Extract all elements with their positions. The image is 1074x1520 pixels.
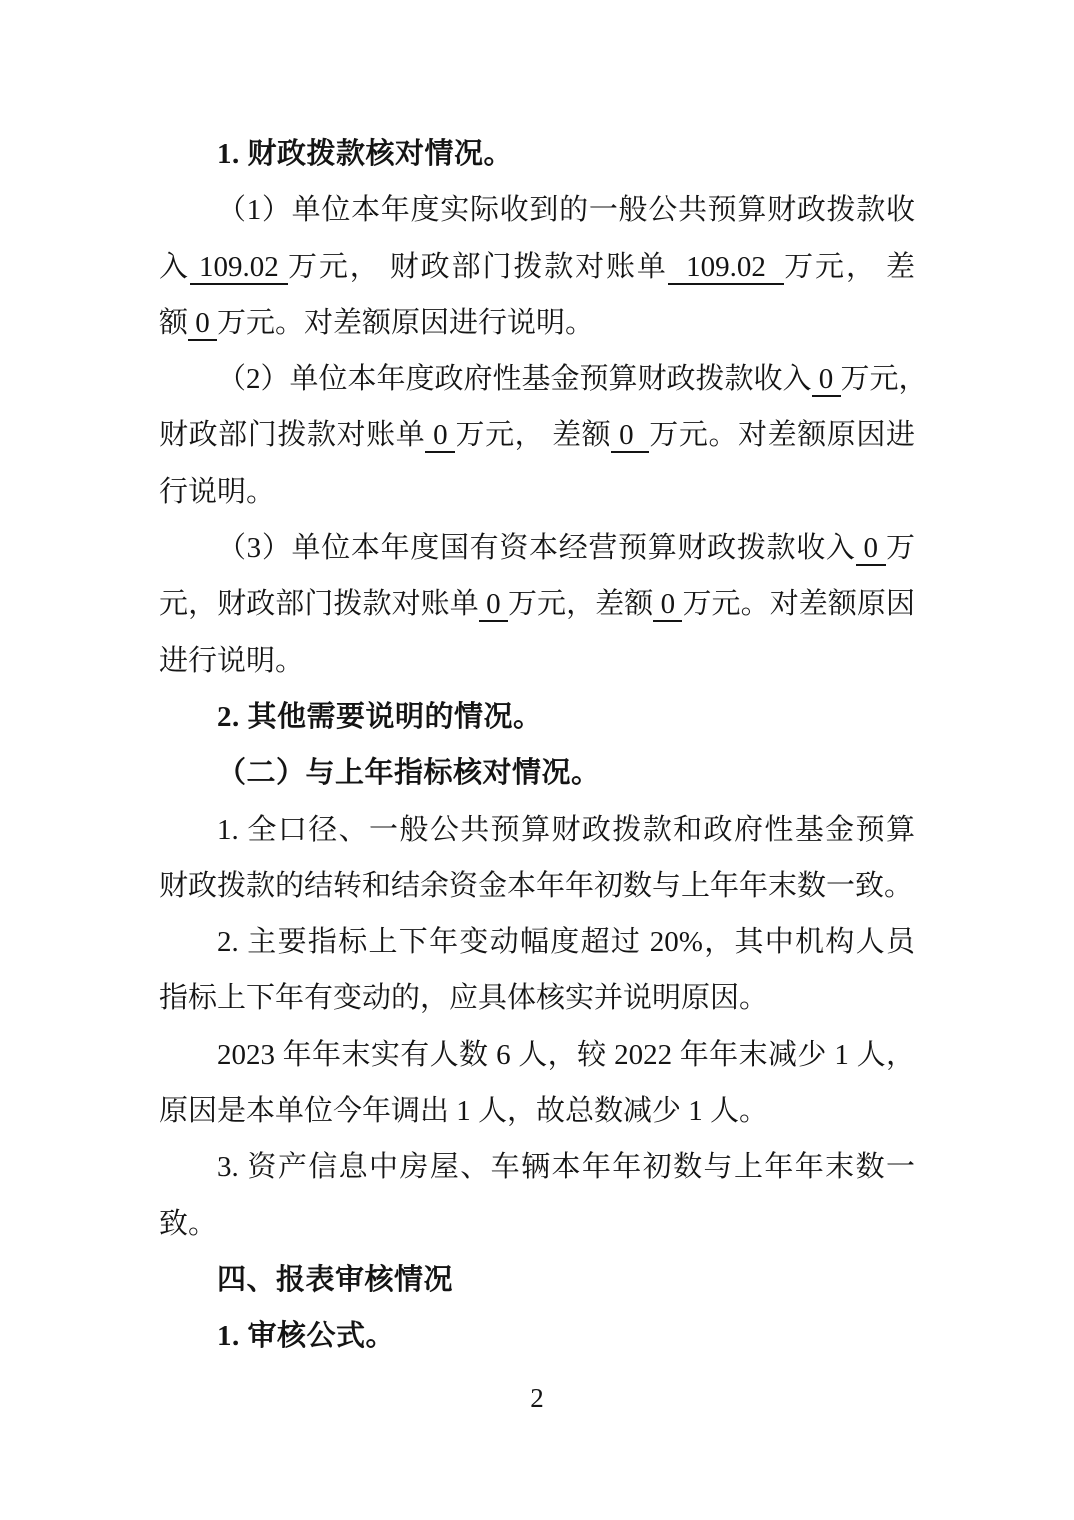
text-segment: 2. 其他需要说明的情况。 bbox=[217, 700, 543, 733]
text-segment: 1. 财政拨款核对情况。 bbox=[217, 138, 514, 170]
text-line bbox=[159, 858, 915, 914]
text-segment: 行说明。 bbox=[159, 475, 276, 508]
underlined-value: 0 bbox=[478, 588, 508, 621]
text-segment: （二）与上年指标核对情况。 bbox=[217, 757, 601, 790]
text-segment: 1. 审核公式。 bbox=[217, 1320, 396, 1353]
text-segment: 万元。对差额原因进 bbox=[649, 419, 915, 452]
underlined-value: 109.02 bbox=[667, 250, 785, 283]
text-segment: 原因是本单位今年调出 1 人，故总数减少 1 人。 bbox=[159, 1095, 769, 1128]
text-line bbox=[159, 802, 915, 858]
text-segment: 2. 主要指标上下年变动幅度超过 20%，其中机构人员 bbox=[217, 926, 915, 959]
text-segment: 1. 全口径、一般公共预算财政拨款和政府性基金预算 bbox=[217, 813, 915, 846]
body-paragraph bbox=[159, 520, 915, 689]
text-segment: 万元， 差额 bbox=[455, 419, 612, 452]
text-segment: （1）单位本年度实际收到的一般公共预算财政拨款收 bbox=[217, 194, 915, 227]
underlined-value: 0 bbox=[855, 532, 886, 565]
heading-paragraph bbox=[159, 126, 915, 182]
underlined-value: 0 bbox=[425, 419, 456, 452]
underlined-value: 0 bbox=[653, 588, 683, 621]
heading-paragraph bbox=[159, 1308, 915, 1364]
body-paragraph bbox=[159, 1139, 915, 1252]
text-line bbox=[159, 745, 915, 801]
text-segment: 万元。对差额原因进行说明。 bbox=[217, 306, 595, 339]
text-segment: （3）单位本年度国有资本经营预算财政拨款收入 bbox=[217, 532, 856, 565]
text-segment: 万 bbox=[885, 532, 915, 565]
page-footer bbox=[0, 1381, 1074, 1415]
text-segment: 财政部门拨款对账单 bbox=[159, 419, 426, 452]
text-segment: （2）单位本年度政府性基金预算财政拨款收入 bbox=[217, 363, 812, 396]
text-line bbox=[159, 1308, 915, 1364]
text-segment: 万元， 财政部门拨款对账单 bbox=[287, 250, 668, 283]
heading-paragraph bbox=[159, 1252, 915, 1308]
text-segment: 3. 资产信息中房屋、车辆本年年初数与上年年末数一 bbox=[217, 1151, 915, 1184]
text-segment: 2023 年年末实有人数 6 人，较 2022 年年末减少 1 人， bbox=[217, 1038, 915, 1071]
text-line bbox=[159, 689, 915, 745]
text-line bbox=[159, 914, 915, 970]
text-line bbox=[159, 182, 915, 238]
page-number: 2 bbox=[530, 1383, 544, 1413]
text-line bbox=[159, 1083, 915, 1139]
text-line bbox=[159, 295, 915, 351]
text-line bbox=[159, 239, 915, 295]
text-line bbox=[159, 970, 915, 1026]
text-segment: 财政拨款的结转和结余资金本年年初数与上年年末数一致。 bbox=[159, 869, 914, 902]
body-paragraph bbox=[159, 351, 928, 520]
heading-paragraph bbox=[159, 689, 915, 745]
text-segment: 万元。对差额原因 bbox=[682, 588, 915, 621]
text-line bbox=[159, 1139, 915, 1195]
text-segment: 额 bbox=[159, 306, 189, 339]
body-paragraph bbox=[159, 182, 915, 351]
underlined-value: 109.02 bbox=[189, 250, 288, 283]
text-line bbox=[159, 1252, 915, 1308]
text-line bbox=[159, 576, 915, 632]
text-segment: 指标上下年有变动的，应具体核实并说明原因。 bbox=[159, 982, 769, 1015]
underlined-value: 0 bbox=[188, 306, 218, 339]
text-line bbox=[159, 351, 928, 407]
body-paragraph bbox=[159, 1027, 915, 1140]
document-body bbox=[159, 126, 928, 1365]
underlined-value: 0 bbox=[811, 363, 841, 396]
text-line bbox=[159, 633, 915, 689]
text-segment: 进行说明。 bbox=[159, 644, 305, 677]
text-line bbox=[159, 1027, 915, 1083]
text-line bbox=[159, 520, 915, 576]
text-line bbox=[159, 126, 915, 182]
text-line bbox=[159, 407, 915, 463]
underlined-value: 0 bbox=[611, 419, 650, 452]
text-segment: 入 bbox=[159, 250, 190, 283]
text-segment: 万元，差额 bbox=[507, 588, 654, 621]
body-paragraph bbox=[159, 914, 915, 1027]
text-line bbox=[159, 1196, 915, 1252]
text-segment: 致。 bbox=[159, 1207, 218, 1240]
text-line bbox=[159, 464, 915, 520]
body-paragraph bbox=[159, 802, 915, 915]
text-segment: 万元， 差 bbox=[784, 250, 915, 283]
text-segment: 四、报表审核情况 bbox=[217, 1263, 454, 1296]
text-segment: 元，财政部门拨款对账单 bbox=[159, 588, 479, 621]
heading-paragraph bbox=[159, 745, 915, 801]
text-segment: 万元， bbox=[840, 363, 928, 396]
